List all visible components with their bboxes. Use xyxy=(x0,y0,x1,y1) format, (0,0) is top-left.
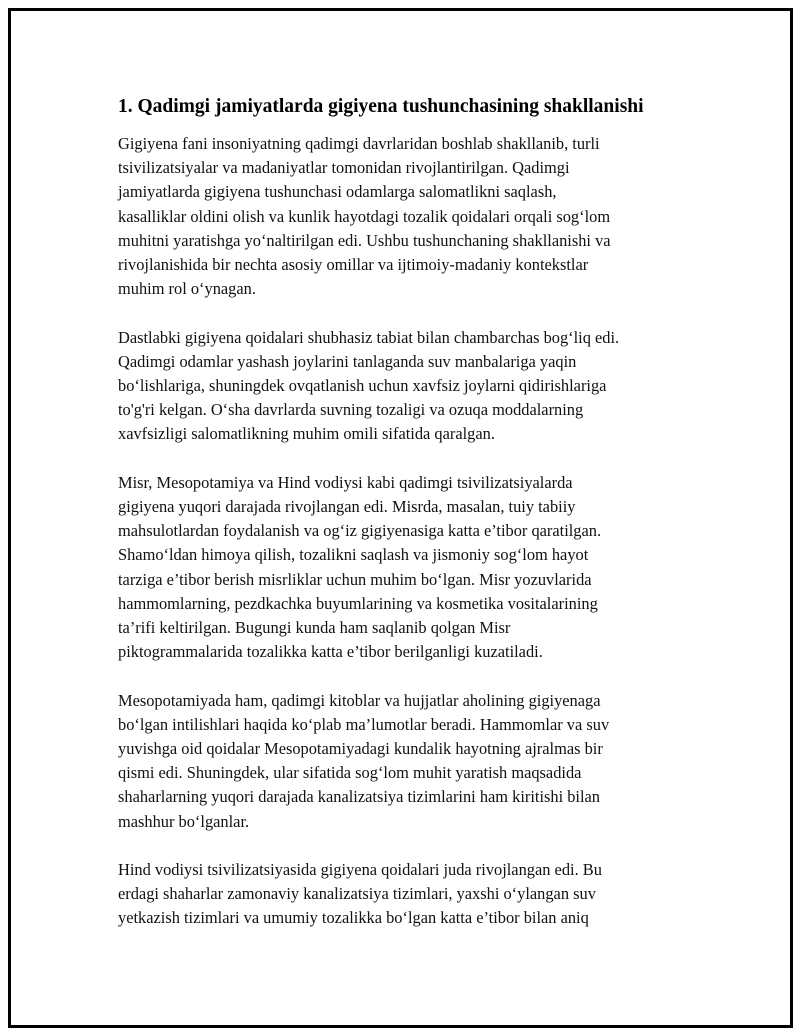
text-line: Gigiyena fani insoniyatning qadimgi davrlaridan boshlab shakllanib, turli xyxy=(118,134,600,153)
text-line: tsivilizatsiyalar va madaniyatlar tomonidan rivojlantirilgan. Qadimgi xyxy=(118,158,570,178)
paragraph-1 xyxy=(118,132,698,301)
text-line: qismi edi. Shuningdek, ular sifatida sog‘lom muhit yaratish maqsadida xyxy=(118,763,582,783)
section-heading: 1. Qadimgi jamiyatlarda gigiyena tushunchasining shakllanishi xyxy=(118,96,644,117)
text-line: piktogrammalarida tozalikka katta e’tibor berilganligi kuzatiladi. xyxy=(118,642,543,662)
text-line: Shamo‘ldan himoya qilish, tozalikni saqlash va jismoniy sog‘lom hayot xyxy=(118,545,589,565)
text-line: jamiyatlarda gigiyena tushunchasi odamlarga salomatlikni saqlash, xyxy=(118,182,557,202)
text-line: xavfsizligi salomatlikning muhim omili sifatida qaralgan. xyxy=(118,424,495,444)
text-line: Hind vodiysi tsivilizatsiyasida gigiyena qoidalari juda rivojlangan edi. Bu xyxy=(118,860,602,880)
text-line: muhitni yaratishga yo‘naltirilgan edi. Ushbu tushunchaning shakllanishi va xyxy=(118,230,611,250)
text-line: mashhur bo‘lganlar. xyxy=(118,811,250,831)
text-line: mahsulotlardan foydalanish va og‘iz gigiyenasiga katta e’tibor qaratilgan. xyxy=(118,521,602,541)
text-line: Misr, Mesopotamiya va Hind vodiysi kabi qadimgi tsivilizatsiyalarda xyxy=(118,472,573,492)
text-line: muhim rol o‘ynagan. xyxy=(118,279,256,299)
text-line: Qadimgi odamlar yashash joylarini tanlaganda suv manbalariga yaqin xyxy=(118,351,577,371)
text-line: yuvishga oid qoidalar Mesopotamiyadagi kundalik hayotning ajralmas bir xyxy=(118,739,603,759)
text-line: erdagi shaharlar zamonaviy kanalizatsiya tizimlari, yaxshi o‘ylangan suv xyxy=(118,884,596,904)
text-line: shaharlarning yuqori darajada kanalizatsiya tizimlarini ham kiritishi bilan xyxy=(118,787,601,807)
text-line: ta’rifi keltirilgan. Bugungi kunda ham saqlanib qolgan Misr xyxy=(118,618,511,638)
paragraph-2 xyxy=(118,326,698,447)
text-line: Mesopotamiyada ham, qadimgi kitoblar va hujjatlar aholining gigiyenaga xyxy=(118,690,601,710)
text-line: rivojlanishida bir nechta asosiy omillar va ijtimoiy-madaniy kontekstlar xyxy=(118,255,589,275)
text-line: bo‘lgan intilishlari haqida ko‘plab ma’lumotlar beradi. Hammomlar va suv xyxy=(118,714,610,734)
paragraph-3 xyxy=(118,471,698,665)
text-line: gigiyena yuqori darajada rivojlangan edi. Misrda, masalan, tuiy tabiiy xyxy=(118,497,576,517)
text-line: kasalliklar oldini olish va kunlik hayotdagi tozalik qoidalari orqali sog‘lom xyxy=(118,206,611,226)
text-line: to'g'ri kelgan. O‘sha davrlarda suvning tozaligi va ozuqa moddalarning xyxy=(118,400,584,420)
text-line: hammomlarning, pezdkachka buyumlarining va kosmetika vositalarining xyxy=(118,593,598,613)
paragraph-4 xyxy=(118,689,698,834)
text-line: tarziga e’tibor berish misrliklar uchun muhim bo‘lgan. Misr yozuvlarida xyxy=(118,569,592,589)
document-body xyxy=(118,94,698,955)
text-line: bo‘lishlariga, shuningdek ovqatlanish uchun xavfsiz joylarni qidirishlariga xyxy=(118,376,607,396)
paragraph-5 xyxy=(118,858,698,931)
text-line: Dastlabki gigiyena qoidalari shubhasiz tabiat bilan chambarchas bog‘liq edi. xyxy=(118,327,620,347)
text-line: yetkazish tizimlari va umumiy tozalikka bo‘lgan katta e’tibor bilan aniq xyxy=(118,908,589,928)
